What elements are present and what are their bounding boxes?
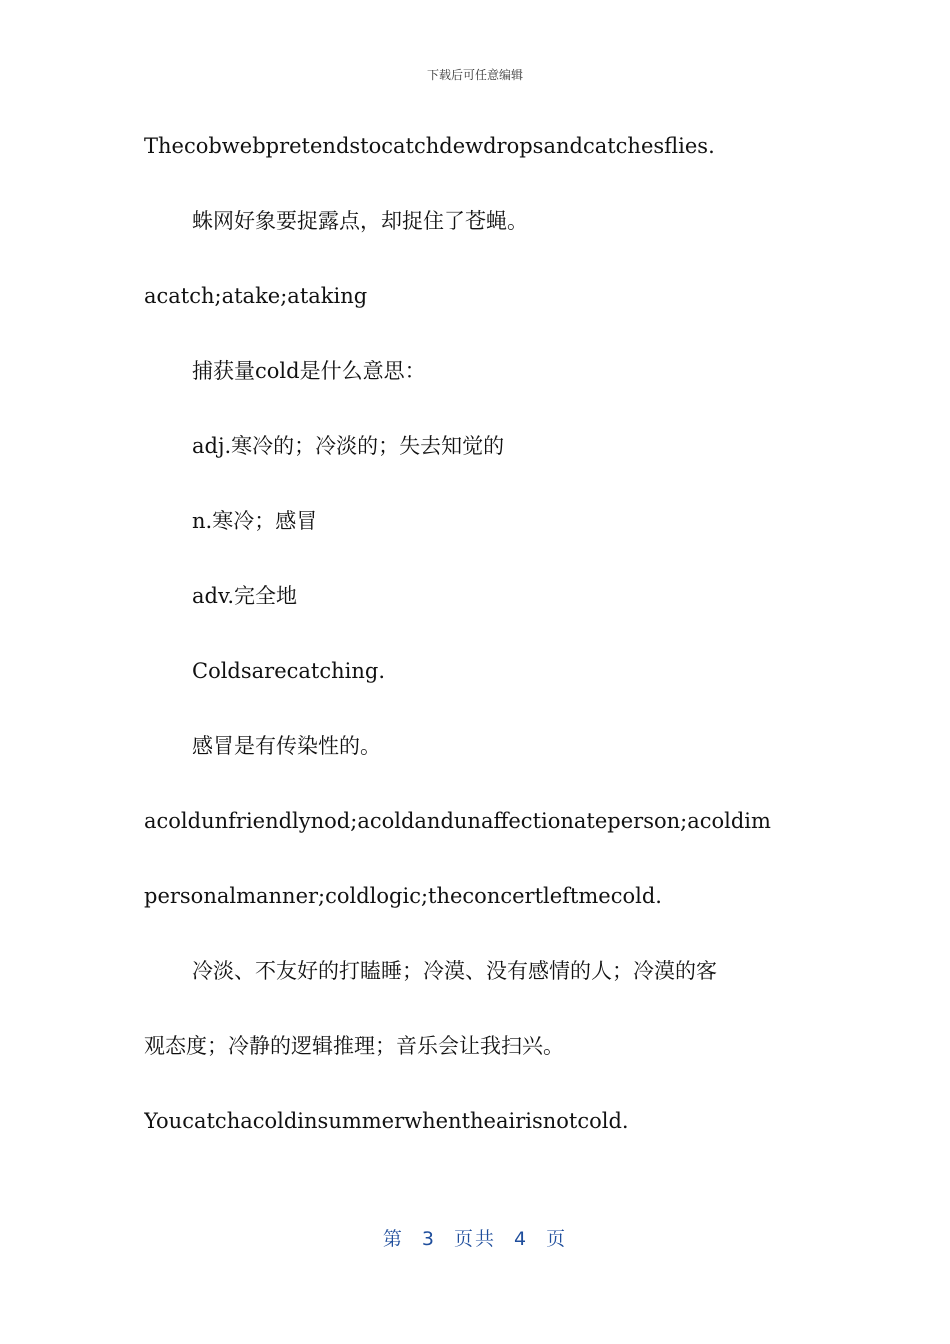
footer-current-page: 3 — [421, 1228, 436, 1250]
text-line-7: adv.完全地 — [192, 584, 298, 608]
text-line-4: 捕获量cold是什么意思： — [192, 359, 426, 383]
text-line-3: acatch;atake;ataking — [144, 284, 368, 308]
document-body — [144, 128, 808, 1178]
text-line-11: personalmanner;coldlogic;theconcertleftmecold. — [144, 884, 662, 908]
footer-prefix: 第 — [382, 1228, 404, 1250]
text-line-6: n.寒冷；感冒 — [192, 509, 318, 533]
text-line-5: adj.寒冷的；冷淡的；失去知觉的 — [192, 434, 505, 458]
text-line-12: 冷淡、不友好的打瞌睡；冷漠、没有感情的人；冷漠的客 — [192, 959, 717, 983]
page-number-footer — [0, 1226, 950, 1252]
text-line-13: 观态度；冷静的逻辑推理；音乐会让我扫兴。 — [144, 1034, 564, 1058]
footer-total-pages: 4 — [514, 1228, 529, 1250]
header-note: 下载后可任意编辑 — [426, 68, 523, 82]
text-line-9: 感冒是有传染性的。 — [192, 734, 381, 758]
text-line-8: Coldsarecatching. — [192, 659, 385, 683]
text-line-10: acoldunfriendlynod;acoldandunaffectionateperson;acoldim — [144, 809, 771, 833]
footer-middle: 页共 — [453, 1228, 496, 1250]
text-line-14: Youcatchacoldinsummerwhentheairisnotcold. — [144, 1109, 629, 1133]
footer-suffix: 页 — [546, 1228, 568, 1250]
text-line-1: Thecobwebpretendstocatchdewdropsandcatchesflies. — [144, 134, 715, 158]
text-line-2: 蛛网好象要捉露点，却捉住了苍蝇。 — [192, 209, 528, 233]
